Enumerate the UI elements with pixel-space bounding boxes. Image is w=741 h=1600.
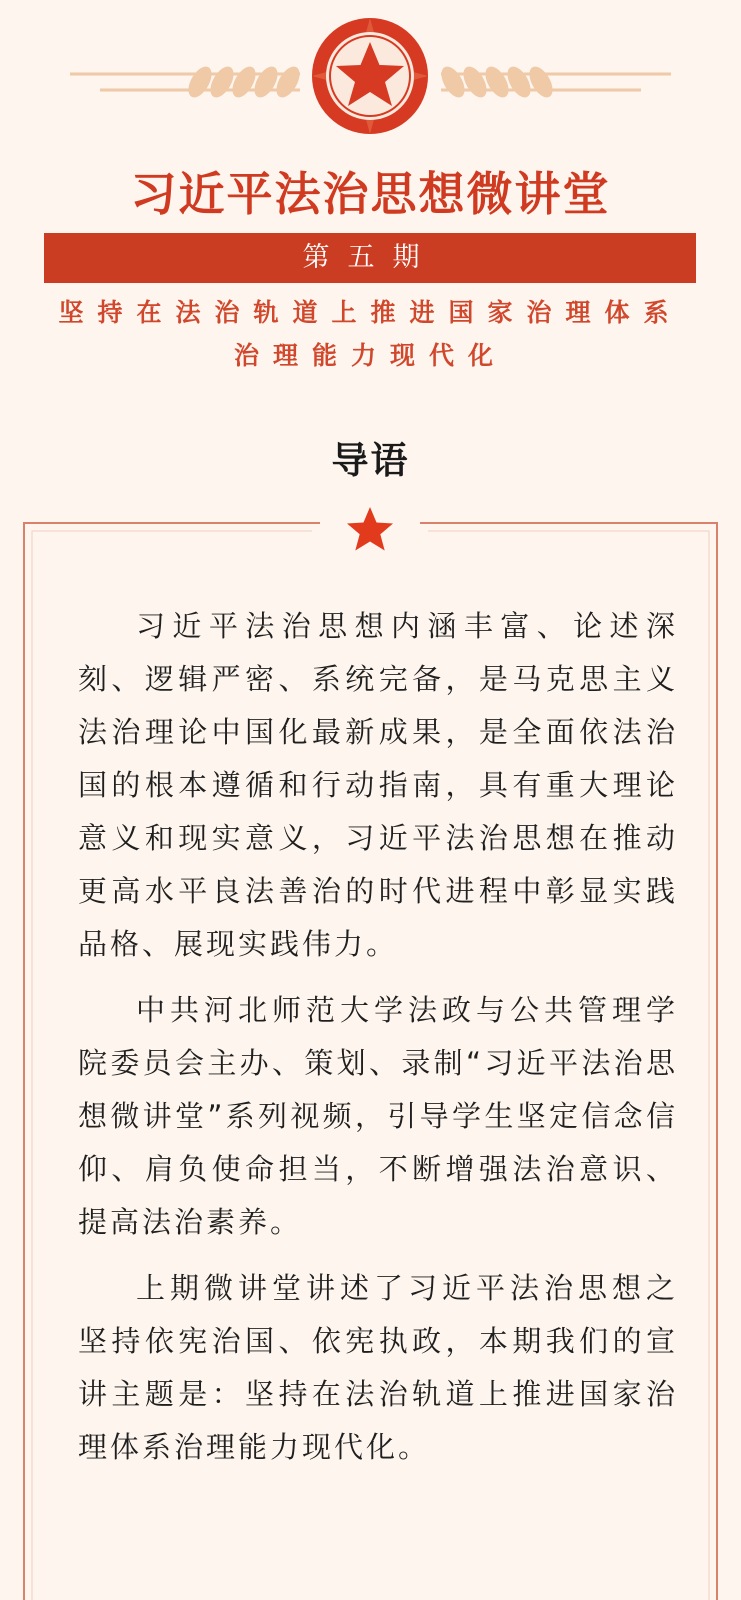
star-icon	[347, 507, 393, 551]
wheat-ornament-icon	[437, 63, 558, 101]
issue-banner: 第五期	[44, 233, 696, 283]
subtitle-line-1: 坚持在法治轨道上推进国家治理体系	[58, 298, 683, 327]
paragraph: 习近平法治思想内涵丰富、论述深刻、逻辑严密、系统完备，是马克思主义法治理论中国化最新成果，是全面依法治国的根本遵循和行动指南，具有重大理论意义和现实意义，习近平法治思想在推动更高水平良法善治的时代进程中彰显实践品格、展现实践伟力。	[78, 609, 678, 961]
subtitle-line-2: 治理能力现代化	[233, 341, 507, 370]
paragraph: 中共河北师范大学法政与公共管理学院委员会主办、策划、录制“习近平法治思想微讲堂”系列视频，引导学生坚定信念信仰、肩负使命担当，不断增强法治意识、提高法治素养。	[78, 993, 678, 1239]
intro-body	[78, 600, 678, 1487]
header-emblem	[0, 0, 741, 150]
wheat-ornament-icon	[184, 63, 305, 101]
page-title: 习近平法治思想微讲堂	[130, 167, 611, 221]
section-title: 导语	[331, 439, 410, 482]
paragraph: 上期微讲堂讲述了习近平法治思想之坚持依宪治国、依宪执政，本期我们的宣讲主题是：坚持在法治轨道上推进国家治理体系治理能力现代化。	[78, 1271, 678, 1464]
star-emblem-icon	[312, 18, 428, 134]
